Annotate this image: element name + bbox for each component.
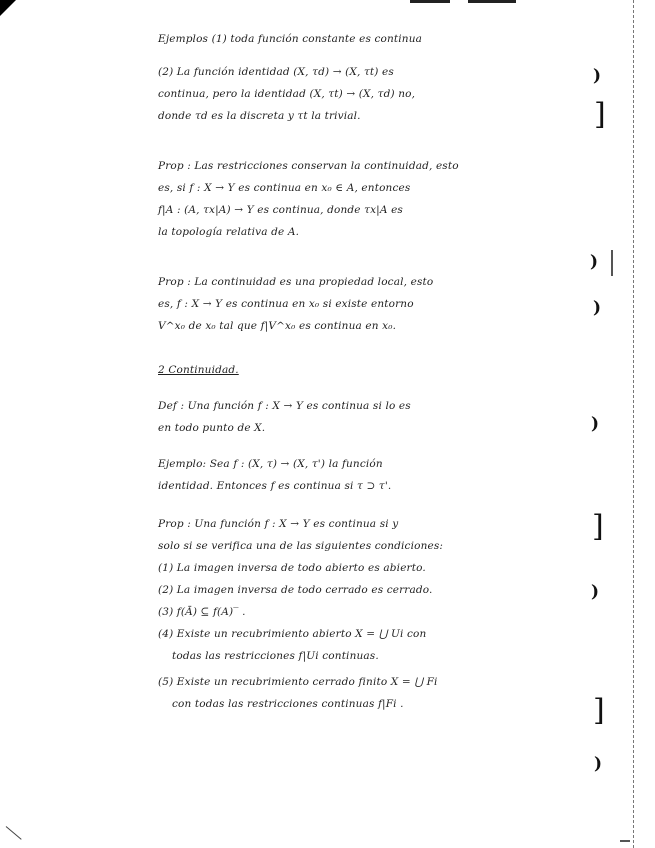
margin-paren-mark: ) bbox=[593, 298, 602, 318]
margin-paren-mark: ) bbox=[591, 414, 600, 434]
note-line: identidad. Entonces f es continua si τ ⊃ τ'. bbox=[158, 480, 392, 492]
note-line: (2) La imagen inversa de todo cerrado es cerrado. bbox=[158, 584, 433, 596]
scan-corner-mark bbox=[0, 0, 16, 16]
page-edge-line bbox=[633, 0, 634, 848]
note-line: Prop : La continuidad es una propiedad local, esto bbox=[158, 276, 434, 288]
margin-tick bbox=[611, 250, 613, 276]
note-line: solo si se verifica una de las siguientes condiciones: bbox=[158, 540, 444, 552]
note-line: Ejemplos (1) toda función constante es continua bbox=[158, 33, 423, 45]
margin-bracket-mark: ] bbox=[592, 509, 604, 544]
note-line: todas las restricciones f|Ui continuas. bbox=[172, 650, 379, 662]
note-line: f|A : (A, τx|A) → Y es continua, donde τx|A es bbox=[158, 204, 403, 216]
note-line: donde τd es la discreta y τt la trivial. bbox=[158, 110, 361, 122]
note-line: con todas las restricciones continuas f|Fi . bbox=[172, 698, 404, 710]
scan-top-mark bbox=[410, 0, 450, 3]
note-line: Ejemplo: Sea f : (X, τ) → (X, τ') la función bbox=[158, 458, 383, 470]
margin-bracket-mark: ] bbox=[593, 693, 605, 728]
scan-bottom-mark bbox=[620, 840, 630, 842]
note-line: continua, pero la identidad (X, τt) → (X, τd) no, bbox=[158, 88, 416, 100]
margin-paren-mark: ) bbox=[594, 754, 603, 774]
margin-bracket-mark: ] bbox=[594, 97, 606, 132]
note-line: V^x₀ de x₀ tal que f|V^x₀ es continua en x₀. bbox=[158, 320, 397, 332]
note-line: (2) La función identidad (X, τd) → (X, τt) es bbox=[158, 66, 394, 78]
note-line: Def : Una función f : X → Y es continua si lo es bbox=[158, 400, 411, 412]
note-line: Prop : Una función f : X → Y es continua si y bbox=[158, 518, 399, 530]
note-line: es, f : X → Y es continua en x₀ si existe entorno bbox=[158, 298, 414, 310]
margin-paren-mark: ) bbox=[593, 66, 602, 86]
scan-top-mark bbox=[468, 0, 516, 3]
note-line: es, si f : X → Y es continua en x₀ ∈ A, entonces bbox=[158, 182, 411, 194]
margin-paren-mark: ) bbox=[590, 252, 599, 272]
note-line: (1) La imagen inversa de todo abierto es abierto. bbox=[158, 562, 426, 574]
scan-corner-line bbox=[6, 826, 22, 840]
note-line: (4) Existe un recubrimiento abierto X = ⋃ Ui con bbox=[158, 628, 427, 640]
note-line: Prop : Las restricciones conservan la continuidad, esto bbox=[158, 160, 459, 172]
note-line: (5) Existe un recubrimiento cerrado finito X = ⋃ Fi bbox=[158, 676, 438, 688]
note-line: (3) f(Ā) ⊆ f(A)‾ . bbox=[158, 606, 246, 618]
note-line: la topología relativa de A. bbox=[158, 226, 300, 238]
section-heading: 2 Continuidad. bbox=[158, 364, 239, 376]
note-line: en todo punto de X. bbox=[158, 422, 266, 434]
margin-paren-mark: ) bbox=[591, 582, 600, 602]
